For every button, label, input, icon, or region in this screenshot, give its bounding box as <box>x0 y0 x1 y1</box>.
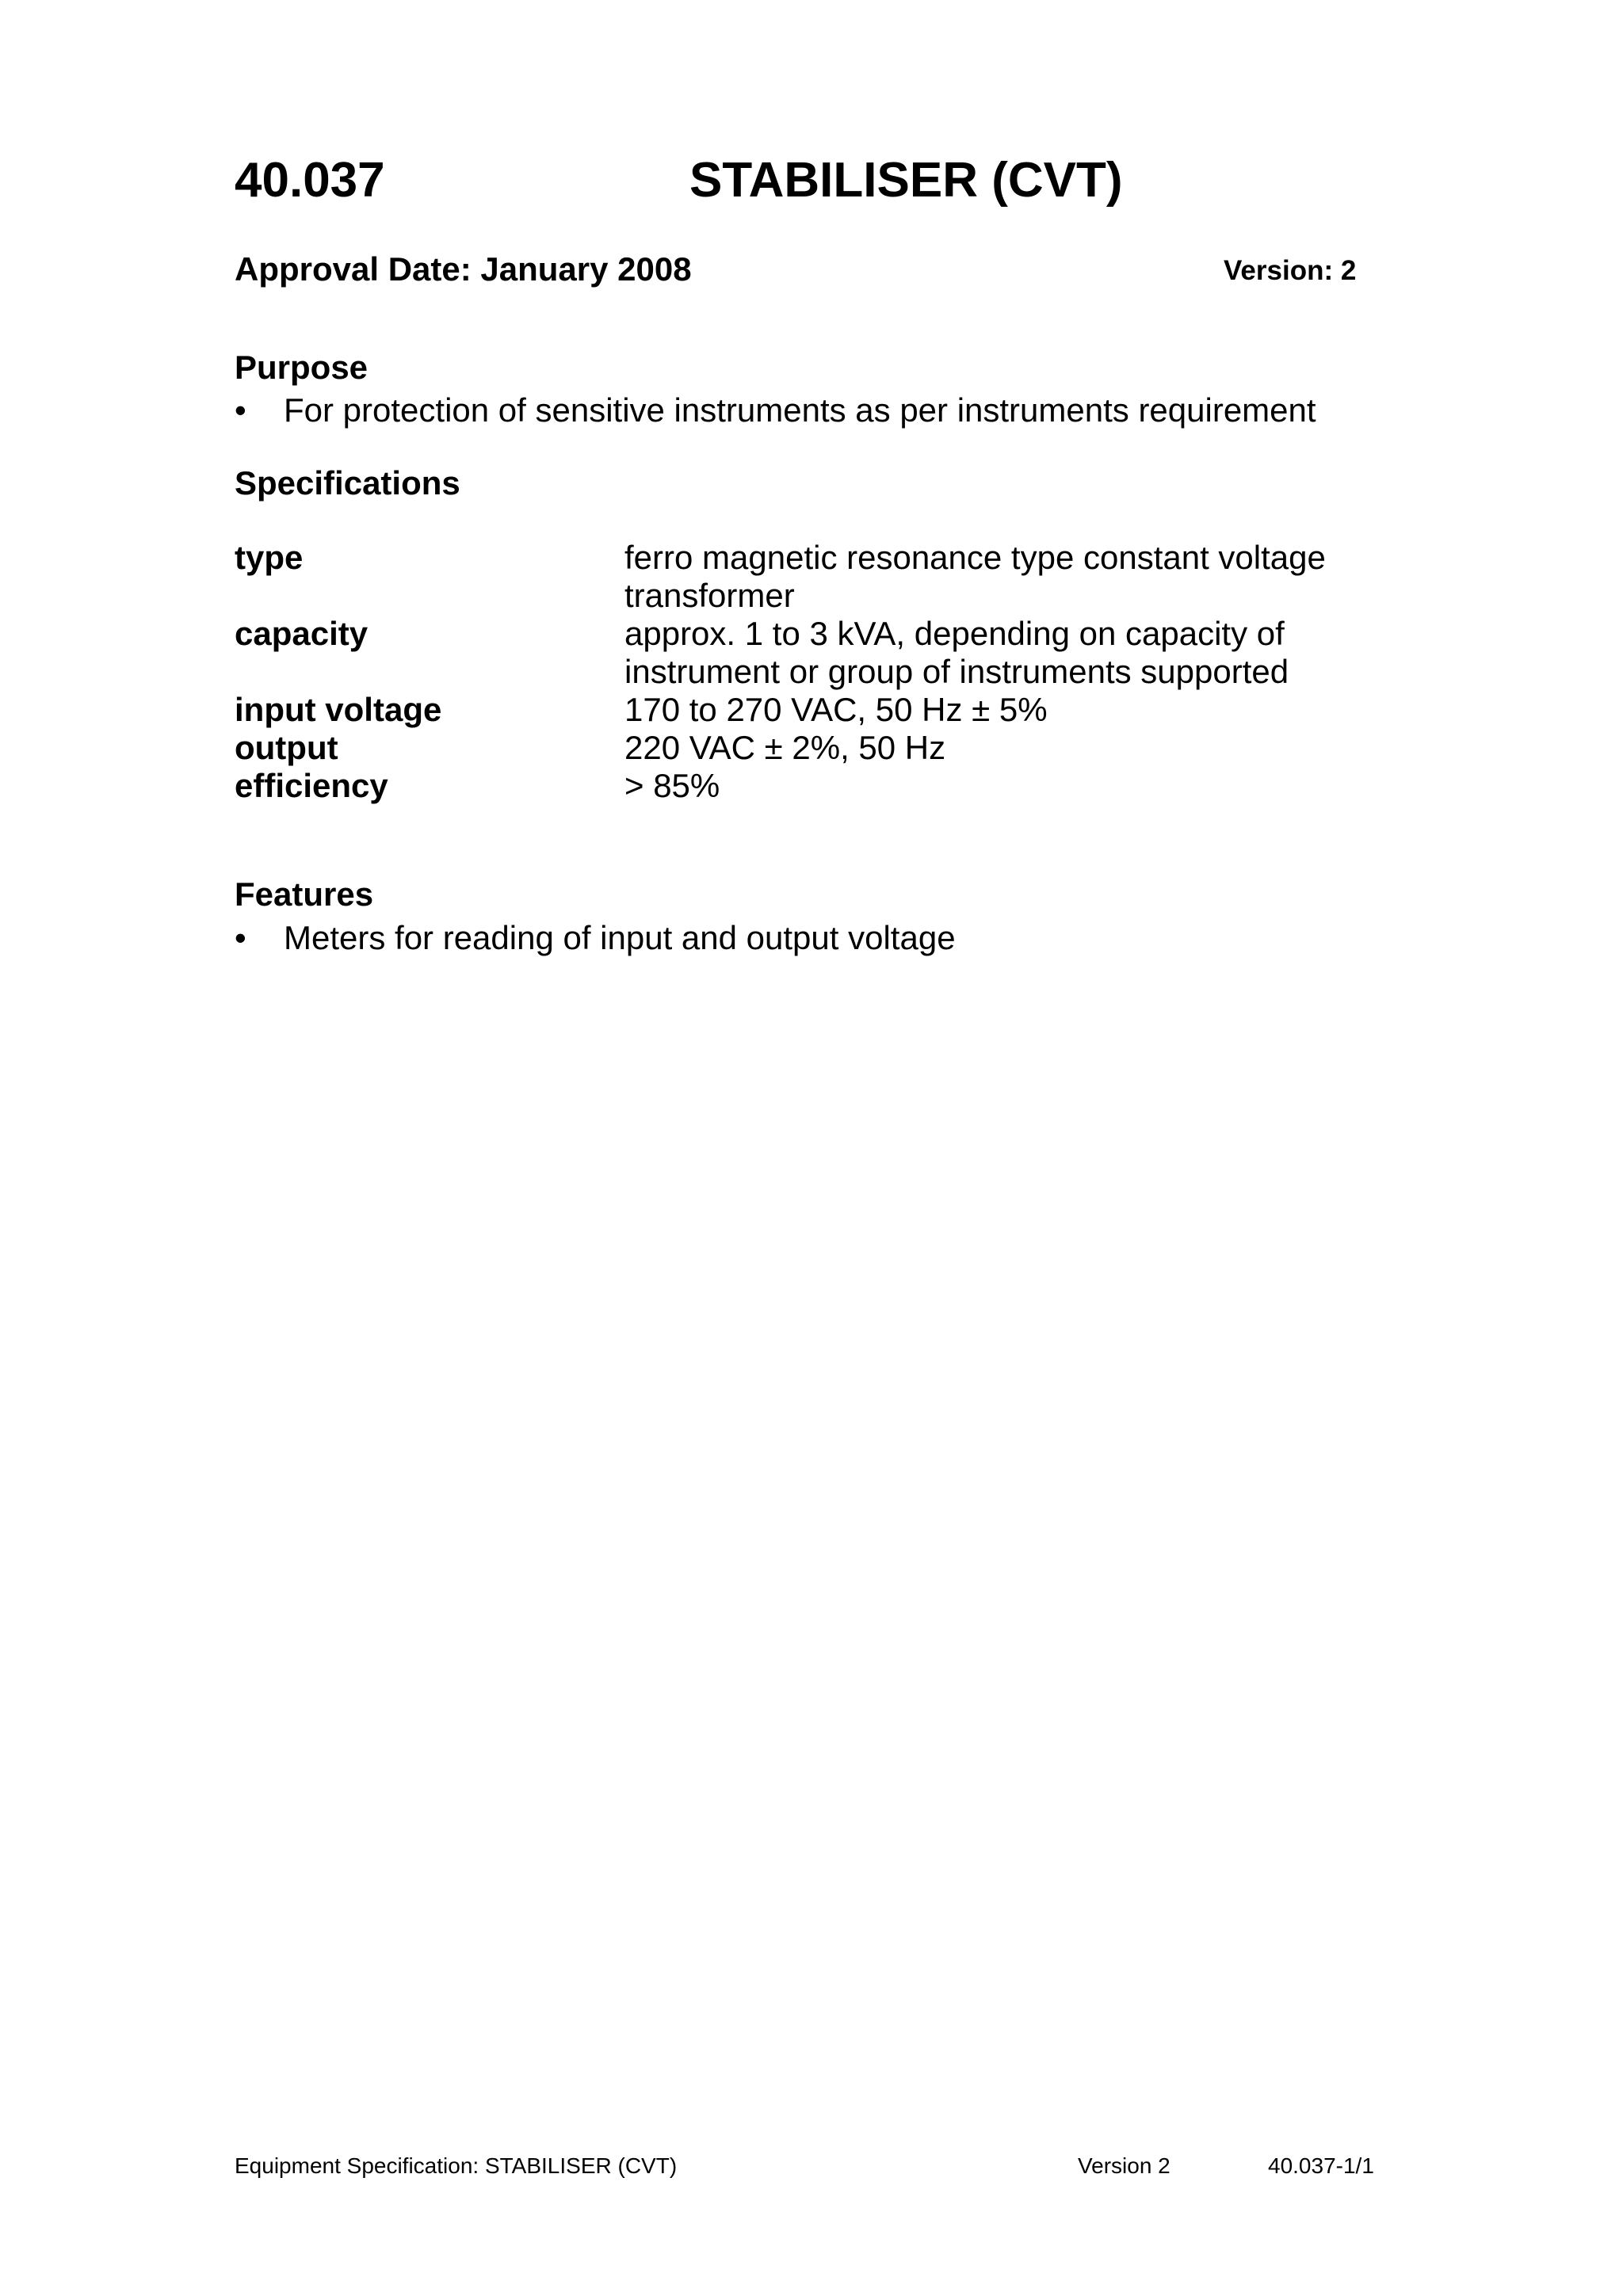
specifications-heading: Specifications <box>235 464 460 502</box>
spec-label: capacity <box>235 615 369 652</box>
spec-label: efficiency <box>235 767 388 804</box>
spec-value-line: instrument or group of instruments supported <box>624 653 1289 690</box>
spec-value <box>624 767 1338 805</box>
spec-value-line: ferro magnetic resonance type constant voltage <box>624 539 1326 576</box>
footer-page-ref: 40.037-1/1 <box>1268 2153 1374 2178</box>
spec-label: type <box>235 539 304 576</box>
features-item-text: Meters for reading of input and output voltage <box>284 919 956 956</box>
purpose-item-text: For protection of sensitive instruments as per instruments requirement <box>284 391 1316 429</box>
footer-version: Version 2 <box>1078 2153 1170 2178</box>
spec-row-type <box>235 539 1338 615</box>
spec-value <box>624 539 1338 615</box>
spec-row-input-voltage <box>235 691 1338 729</box>
spec-label: output <box>235 729 338 766</box>
bullet-icon: • <box>235 919 246 956</box>
features-item <box>235 919 956 957</box>
spec-row-output <box>235 729 1338 767</box>
spec-value <box>624 691 1338 729</box>
spec-label: input voltage <box>235 691 442 728</box>
purpose-heading: Purpose <box>235 349 369 386</box>
spec-value <box>624 615 1338 691</box>
spec-value-line: transformer <box>624 577 795 614</box>
spec-value-line: 170 to 270 VAC, 50 Hz ± 5% <box>624 691 1048 728</box>
document-number: 40.037 <box>235 153 385 208</box>
spec-value-line: 220 VAC ± 2%, 50 Hz <box>624 729 946 766</box>
features-heading: Features <box>235 875 374 913</box>
spec-row-efficiency <box>235 767 1338 805</box>
specifications-table <box>235 539 1338 805</box>
purpose-item <box>235 391 1316 429</box>
document-title: STABILISER (CVT) <box>689 153 1123 208</box>
footer-title: Equipment Specification: STABILISER (CVT) <box>235 2153 678 2178</box>
version-label: Version: 2 <box>1224 255 1357 286</box>
spec-value <box>624 729 1338 767</box>
spec-value-line: approx. 1 to 3 kVA, depending on capacity of <box>624 615 1285 652</box>
bullet-icon: • <box>235 391 246 429</box>
spec-value-line: > 85% <box>624 767 720 804</box>
approval-date: Approval Date: January 2008 <box>235 250 692 288</box>
spec-row-capacity <box>235 615 1338 691</box>
